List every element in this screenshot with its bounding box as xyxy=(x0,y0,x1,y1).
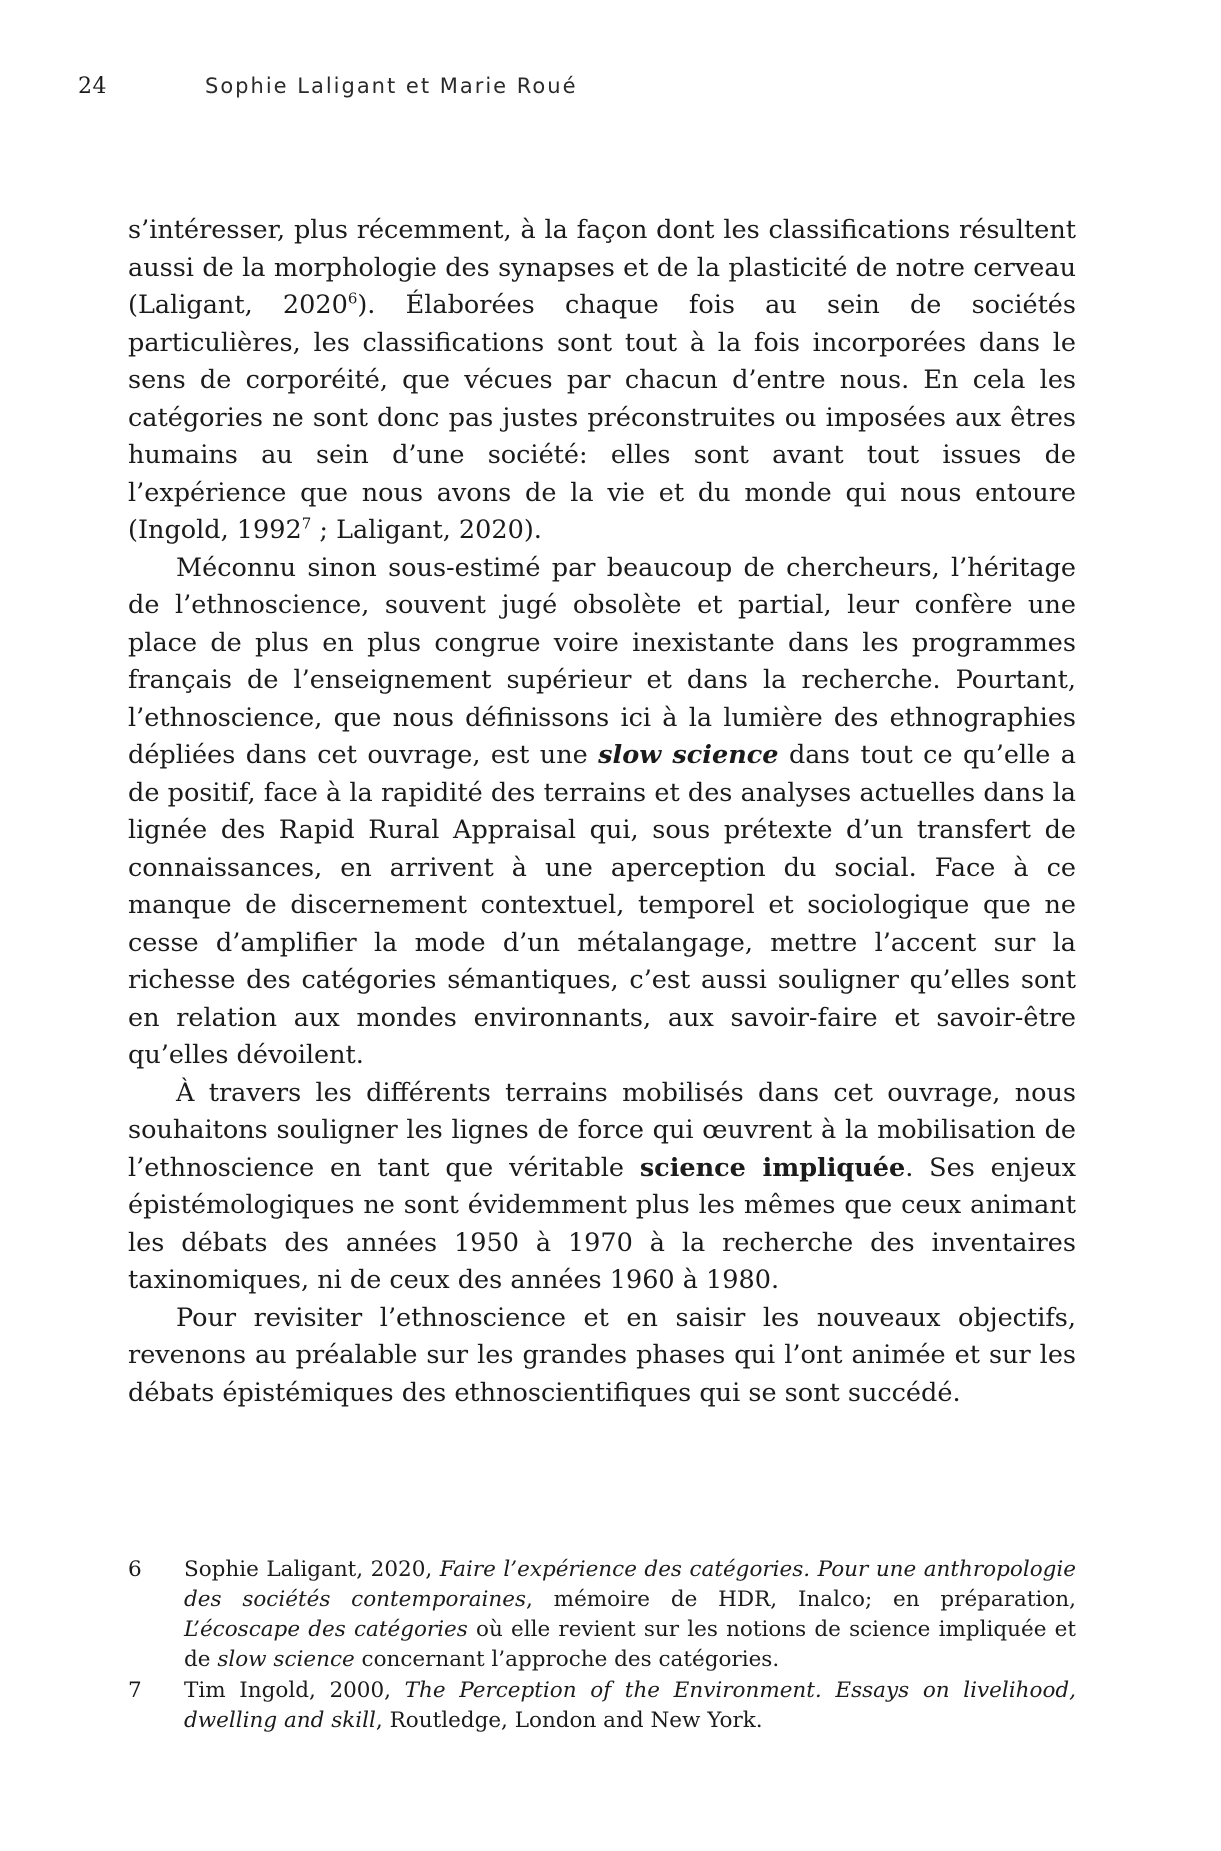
footnote-ref: 6 xyxy=(347,289,358,308)
paragraph xyxy=(128,212,1076,550)
text-run: Méconnu sinon sous-estimé par beaucoup de chercheurs, l’héritage de l’ethnoscience, souvent jugé obsolète et partial, leur confère une place de plus en plus congrue voire inexistante dans les programmes français de l’enseignement supérieur et dans la recherche. Pourtant, l’ethnoscience, que nous définissons ici à la lumière des ethnographies dépliées dans cet ouvrage, est une xyxy=(128,552,1076,770)
text-run: , Routledge, London and New York. xyxy=(375,1708,763,1733)
footnote-number: 7 xyxy=(128,1678,142,1703)
text-run: s’intéresser, plus récemment, à la façon dont les classifications résultent aussi de la morphologie des synapses et de la plasticité de notre cerveau (Laligant, 2020 xyxy=(128,215,1076,320)
footnote-text xyxy=(184,1555,1076,1675)
text-run: , mémoire de HDR, Inalco; en préparation, xyxy=(526,1587,1076,1612)
footnotes xyxy=(128,1555,1076,1737)
text-run: dans tout ce qu’elle a de positif, face à la rapidité des terrains et des analyses actuelles dans la lignée des Rapid Rural Appraisal qui, sous prétexte d’un transfert de connaissances, en arrivent à une aperception du social. Face à ce manque de discernement contextuel, temporel et sociologique que ne cesse d’amplifier la mode d’un métalangage, mettre l’accent sur la richesse des catégories sémantiques, c’est aussi souligner qu’elles sont en relation aux mondes environnants, aux savoir-faire et savoir-être qu’elles dévoilent. xyxy=(128,740,1077,1070)
title-italic: Faire l’expérience des catégories. Pour une anthropologie des sociétés contemporaines xyxy=(184,1557,1077,1612)
text-run: À travers les différents terrains mobilisés dans cet ouvrage, nous souhaitons souligner les lignes de force qui œuvrent à la mobilisation de l’ethnoscience en tant que véritable xyxy=(128,1077,1076,1183)
title-italic: L’écoscape des catégories xyxy=(184,1617,468,1642)
footnote-text xyxy=(184,1676,1076,1736)
text-run: ). Élaborées chaque fois au sein de sociétés particulières, les classifications sont tout à la fois incorporées dans le sens de corporéité, que vécues par chacun d’entre nous. En cela les catégories ne sont donc pas justes préconstruites ou imposées aux êtres humains au sein d’une société: elles sont avant tout issues de l’expérience que nous avons de la vie et du monde qui nous entoure (Ingold, 1992 xyxy=(128,290,1076,545)
text-run: où elle revient sur les notions de science impliquée et de xyxy=(184,1617,1077,1672)
text-run: concernant l’approche des catégories. xyxy=(354,1647,780,1672)
text-run: ; Laligant, 2020). xyxy=(311,515,542,545)
text-run: Tim Ingold, 2000, xyxy=(184,1678,405,1703)
title-italic: The Perception of the Environment. Essays on livelihood, dwelling and skill xyxy=(184,1678,1076,1733)
text-run: . Ses enjeux épistémologiques ne sont évidemment plus les mêmes que ceux animant les débats des années 1950 à 1970 à la recherche des inventaires taxinomiques, ni de ceux des années 1960 à 1980. xyxy=(128,1152,1076,1295)
body-text xyxy=(128,212,1076,1412)
emphasis-bold-italic: slow science xyxy=(598,740,779,770)
running-head: Sophie Laligant et Marie Roué xyxy=(205,74,578,98)
paragraph xyxy=(128,1300,1076,1413)
footnote xyxy=(128,1676,1076,1736)
text-run: Sophie Laligant, 2020, xyxy=(184,1557,440,1582)
page-number: 24 xyxy=(78,74,107,99)
title-italic: slow science xyxy=(217,1647,355,1672)
page-header xyxy=(78,74,1121,99)
paragraph xyxy=(128,550,1076,1075)
footnote xyxy=(128,1555,1076,1675)
footnote-ref: 7 xyxy=(301,514,312,533)
text-run: Pour revisiter l’ethnoscience et en saisir les nouveaux objectifs, revenons au préalable sur les grandes phases qui l’ont animée et sur les débats épistémiques des ethnoscientifiques qui se sont succédé. xyxy=(128,1302,1076,1408)
paragraph xyxy=(128,1075,1076,1300)
emphasis-bold: science impliquée xyxy=(639,1152,906,1183)
footnote-number: 6 xyxy=(128,1557,142,1582)
